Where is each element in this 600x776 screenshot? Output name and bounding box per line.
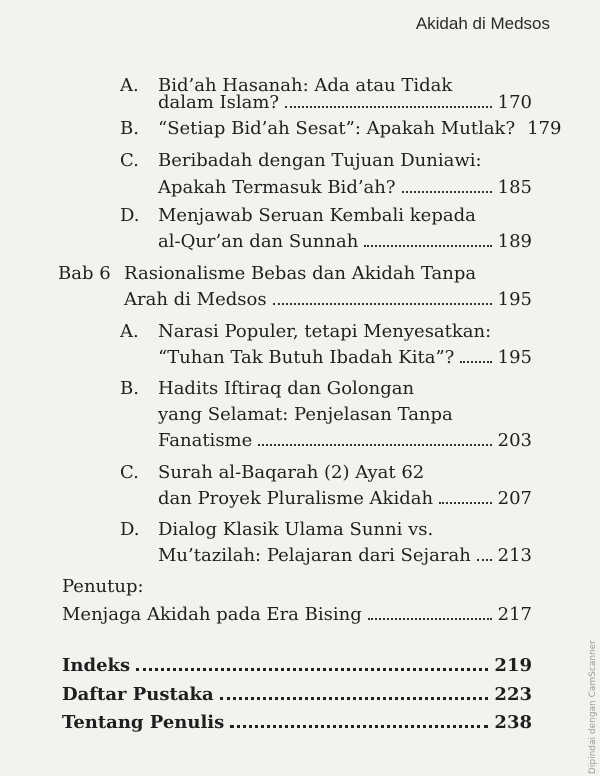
- toc-entry-title: Apakah Termasuk Bid’ah?: [158, 177, 396, 198]
- leader-dots: [273, 303, 492, 305]
- toc-entry-title: Surah al-Baqarah (2) Ayat 62: [158, 462, 425, 483]
- toc-entry-title: yang Selamat: Penjelasan Tanpa: [158, 404, 453, 425]
- toc-entry-leader: [62, 684, 532, 706]
- toc-entry-title: Hadits Iftiraq dan Golongan: [158, 378, 415, 399]
- toc-label: C.: [120, 462, 139, 483]
- toc-page-number: 179: [527, 118, 562, 139]
- leader-dots: [460, 361, 491, 363]
- toc-entry-title: Dialog Klasik Ulama Sunni vs.: [158, 519, 434, 540]
- toc-page-number: 207: [497, 488, 532, 509]
- toc-page-number: 219: [494, 655, 532, 676]
- scanner-watermark: Dipindai dengan CamScanner: [588, 640, 598, 775]
- leader-dots: [258, 444, 491, 446]
- toc-label: B.: [120, 378, 139, 399]
- toc-entry-leader: [158, 118, 562, 140]
- toc-page-number: 203: [497, 430, 532, 451]
- toc-entry-title: “Tuhan Tak Butuh Ibadah Kita”?: [158, 347, 455, 368]
- toc-label: A.: [120, 321, 139, 342]
- toc-entry-leader: [158, 231, 532, 253]
- leader-dots: [136, 668, 488, 671]
- toc-page-number: 195: [497, 289, 532, 310]
- toc-entry-title: “Setiap Bid’ah Sesat”: Apakah Mutlak?: [158, 118, 516, 139]
- toc-entry-title: al-Qur’an dan Sunnah: [158, 231, 359, 252]
- toc-entry-leader: [124, 289, 532, 311]
- leader-dots: [220, 697, 489, 700]
- toc-entry-title: dalam Islam?: [158, 92, 280, 113]
- running-head: Akidah di Medsos: [415, 14, 550, 33]
- toc-entry-leader: [62, 712, 532, 734]
- toc-chapter-label: Bab 6: [58, 263, 111, 284]
- toc-page-number: 238: [494, 712, 532, 733]
- toc-entry-title: Beribadah dengan Tujuan Duniawi:: [158, 150, 482, 171]
- toc-entry-leader: [62, 655, 532, 677]
- toc-entry-leader: [62, 604, 532, 626]
- toc-entry-leader: [158, 488, 532, 510]
- toc-entry-leader: [158, 430, 532, 452]
- toc-page-number: 213: [497, 545, 532, 566]
- toc-entry-leader: [158, 545, 532, 567]
- toc-label: B.: [120, 118, 139, 139]
- toc-page-number: 170: [497, 92, 532, 113]
- toc-entry-leader: [158, 177, 532, 199]
- leader-dots: [230, 725, 488, 728]
- toc-label: D.: [120, 205, 140, 226]
- leader-dots: [439, 502, 492, 504]
- leader-dots: [477, 559, 492, 561]
- leader-dots: [364, 245, 491, 247]
- leader-dots: [402, 191, 492, 193]
- toc-page-number: 185: [497, 177, 532, 198]
- toc-label: A.: [120, 75, 139, 96]
- toc-entry-title: dan Proyek Pluralisme Akidah: [158, 488, 434, 509]
- toc-entry-title: Penutup:: [62, 576, 144, 597]
- toc-entry-title: Arah di Medsos: [124, 289, 267, 310]
- toc-entry-title: Menjaga Akidah pada Era Bising: [62, 604, 362, 625]
- toc-page-number: 223: [494, 684, 532, 705]
- toc-entry-title: Bid’ah Hasanah: Ada atau Tidak: [158, 75, 453, 96]
- toc-entry-leader: [158, 92, 532, 114]
- toc-entry-title: Daftar Pustaka: [62, 684, 214, 705]
- toc-page-number: 217: [497, 604, 532, 625]
- toc-entry-title: Tentang Penulis: [62, 712, 225, 733]
- toc-page-number: 195: [497, 347, 532, 368]
- toc-entry-title: Narasi Populer, tetapi Menyesatkan:: [158, 321, 492, 342]
- toc-label: C.: [120, 150, 139, 171]
- leader-dots: [368, 618, 492, 620]
- leader-dots: [285, 106, 492, 108]
- toc-page-number: 189: [497, 231, 532, 252]
- toc-entry-title: Menjawab Seruan Kembali kepada: [158, 205, 476, 226]
- toc-entry-title: Mu’tazilah: Pelajaran dari Sejarah: [158, 545, 471, 566]
- toc-entry-title: Rasionalisme Bebas dan Akidah Tanpa: [124, 263, 477, 284]
- toc-entry-leader: [158, 347, 532, 369]
- toc-label: D.: [120, 519, 140, 540]
- toc-entry-title: Indeks: [62, 655, 131, 676]
- toc-entry-title: Fanatisme: [158, 430, 253, 451]
